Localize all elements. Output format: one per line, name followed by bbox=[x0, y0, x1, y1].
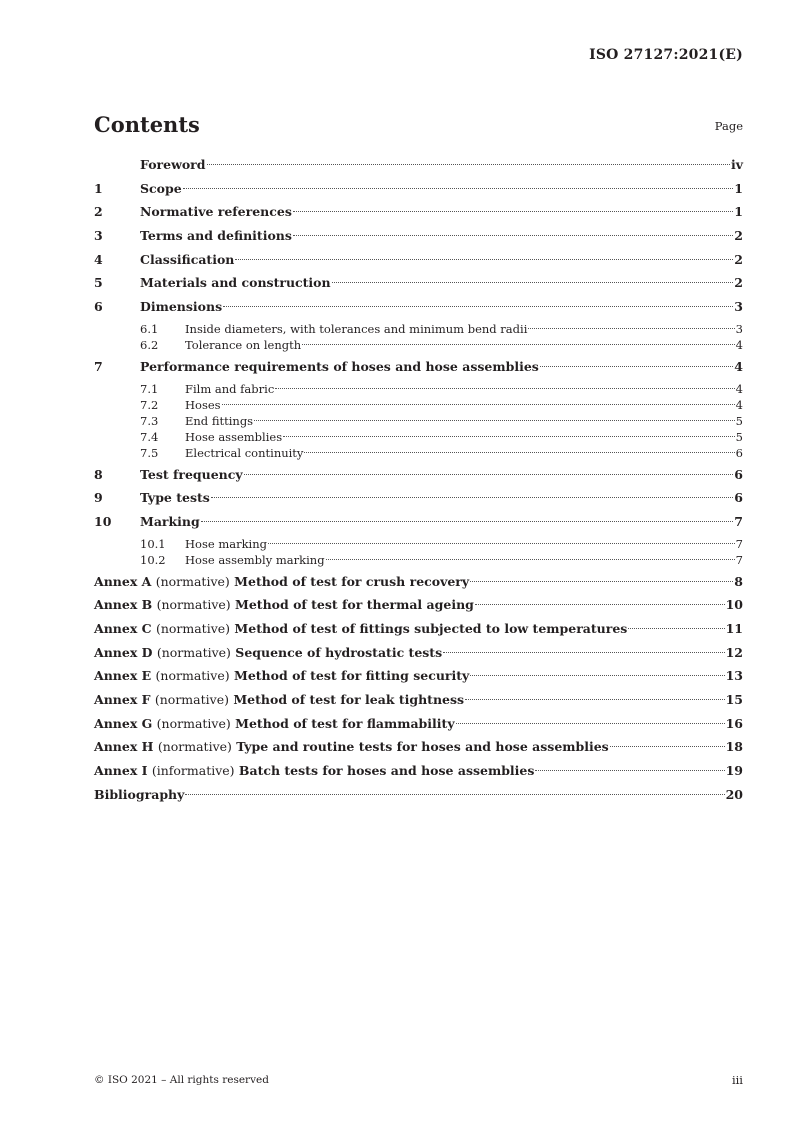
toc-entry-page: 6 bbox=[734, 490, 743, 506]
toc-annex-heading bbox=[94, 690, 464, 710]
toc-subentry-number: 6.2 bbox=[140, 337, 159, 352]
copyright-notice: © ISO 2021 – All rights reserved bbox=[94, 1074, 269, 1086]
toc-annex-heading bbox=[94, 737, 609, 757]
toc-entry-page: 13 bbox=[725, 668, 743, 684]
annex-title: Sequence of hydrostatic tests bbox=[235, 644, 443, 660]
annex-letter: Annex E bbox=[94, 668, 152, 684]
toc-entry-page: 2 bbox=[734, 251, 743, 267]
toc-subentry-page: 4 bbox=[735, 337, 743, 352]
toc-subentry-number: 7.2 bbox=[140, 397, 159, 412]
toc-entry-title: Classification bbox=[140, 251, 235, 267]
toc-entry-page: 7 bbox=[734, 513, 743, 529]
annex-letter: Annex B bbox=[94, 597, 153, 613]
toc-entry-title: Dimensions bbox=[140, 299, 223, 315]
annex-type: (normative) bbox=[155, 620, 231, 636]
toc-annex-entry[interactable] bbox=[94, 737, 743, 761]
toc-entry-title: Performance requirements of hoses and hose assemblies bbox=[140, 358, 539, 374]
document-id: ISO 27127:2021(E) bbox=[589, 47, 743, 63]
toc-subentry-page: 4 bbox=[735, 381, 743, 396]
toc-entry-number: 1 bbox=[94, 180, 103, 196]
toc-entry[interactable] bbox=[94, 273, 743, 297]
toc-leader-dots bbox=[470, 675, 724, 676]
annex-letter: Annex D bbox=[94, 644, 153, 660]
toc-entry-number: 7 bbox=[94, 358, 103, 374]
toc-subentry-title: Hoses bbox=[185, 397, 221, 412]
toc-leader-dots bbox=[293, 211, 733, 212]
toc-leader-dots bbox=[244, 474, 734, 475]
toc-leader-dots bbox=[183, 188, 734, 189]
toc-subentry-title: Film and fabric bbox=[185, 381, 275, 396]
page-number: iii bbox=[731, 1073, 743, 1087]
toc-subentry-page: 5 bbox=[735, 413, 743, 428]
toc-subentry[interactable] bbox=[94, 337, 743, 357]
toc-leader-dots bbox=[326, 559, 735, 560]
toc-leader-dots bbox=[540, 366, 733, 367]
toc-subentry-number: 7.1 bbox=[140, 381, 159, 396]
toc-leader-dots bbox=[222, 404, 735, 405]
toc-entry-title: Scope bbox=[140, 180, 182, 196]
toc-annex-heading bbox=[94, 572, 469, 592]
toc-entry[interactable] bbox=[94, 226, 743, 250]
toc-subentry-page: 6 bbox=[735, 445, 743, 460]
toc-annex-heading bbox=[94, 643, 442, 663]
toc-leader-dots bbox=[465, 699, 725, 700]
toc-leader-dots bbox=[470, 581, 733, 582]
toc-entry[interactable] bbox=[94, 155, 743, 179]
toc-leader-dots bbox=[268, 543, 735, 544]
toc-subentry-number: 6.1 bbox=[140, 321, 159, 336]
toc-subentry-number: 7.3 bbox=[140, 413, 159, 428]
toc-annex-heading bbox=[94, 619, 627, 639]
toc-entry-title: Test frequency bbox=[140, 466, 243, 482]
toc-subentry-page: 5 bbox=[735, 429, 743, 444]
toc-leader-dots bbox=[293, 235, 733, 236]
toc-subentry-page: 3 bbox=[735, 321, 743, 336]
toc-entry-page: 11 bbox=[725, 620, 743, 636]
table-of-contents bbox=[94, 155, 743, 808]
toc-entry-number: 8 bbox=[94, 466, 103, 482]
toc-subentry-number: 7.4 bbox=[140, 429, 159, 444]
toc-leader-dots bbox=[283, 436, 735, 437]
toc-entry-page: 2 bbox=[734, 228, 743, 244]
toc-subentry-page: 4 bbox=[735, 397, 743, 412]
annex-letter: Annex A bbox=[94, 573, 152, 589]
annex-type: (normative) bbox=[156, 715, 231, 731]
annex-title: Method of test for leak tightness bbox=[233, 692, 465, 707]
toc-entry-number: 5 bbox=[94, 275, 103, 291]
annex-letter: Annex F bbox=[94, 692, 151, 707]
toc-leader-dots bbox=[207, 164, 730, 165]
toc-entry-title: Bibliography bbox=[94, 786, 185, 802]
toc-entry-number: 2 bbox=[94, 204, 103, 220]
toc-entry-title: Normative references bbox=[140, 204, 292, 220]
toc-entry-page: 4 bbox=[734, 358, 743, 374]
toc-annex-entry[interactable] bbox=[94, 761, 743, 785]
toc-annex-entry[interactable] bbox=[94, 666, 743, 690]
annex-type: (normative) bbox=[154, 692, 229, 707]
annex-letter: Annex I bbox=[94, 763, 148, 779]
toc-annex-entry[interactable] bbox=[94, 595, 743, 619]
toc-entry-page: 12 bbox=[725, 644, 743, 660]
toc-leader-dots bbox=[185, 794, 724, 795]
toc-subentry-number: 10.1 bbox=[140, 536, 166, 551]
toc-leader-dots bbox=[211, 497, 733, 498]
toc-leader-dots bbox=[201, 521, 734, 522]
toc-entry-page: iv bbox=[730, 157, 743, 172]
toc-entry-page: 2 bbox=[734, 275, 743, 291]
toc-subentry-title: Inside diameters, with tolerances and minimum bend radii bbox=[185, 321, 528, 336]
toc-leader-dots bbox=[332, 282, 734, 283]
toc-leader-dots bbox=[528, 328, 734, 329]
toc-subentry-number: 7.5 bbox=[140, 445, 159, 460]
toc-entry-page: 15 bbox=[725, 692, 743, 707]
toc-leader-dots bbox=[456, 723, 725, 724]
toc-subentry-title: Hose marking bbox=[185, 536, 267, 551]
toc-entry-page: 1 bbox=[734, 204, 743, 220]
toc-bibliography-entry[interactable] bbox=[94, 785, 743, 809]
toc-subentry-page: 7 bbox=[735, 536, 743, 551]
toc-subentry[interactable] bbox=[94, 381, 743, 397]
toc-entry-page: 1 bbox=[734, 180, 743, 196]
toc-entry-title: Marking bbox=[140, 513, 200, 529]
annex-letter: Annex H bbox=[94, 739, 154, 755]
toc-leader-dots bbox=[235, 259, 733, 260]
toc-annex-heading bbox=[94, 666, 469, 686]
annex-type: (normative) bbox=[156, 644, 231, 660]
toc-entry[interactable] bbox=[94, 179, 743, 203]
toc-entry-number: 4 bbox=[94, 251, 103, 267]
toc-entry[interactable] bbox=[94, 357, 743, 381]
toc-subentry-title: Electrical continuity bbox=[185, 445, 304, 460]
toc-entry-title: Type tests bbox=[140, 490, 210, 506]
annex-letter: Annex G bbox=[94, 715, 153, 731]
annex-title: Method of test for crush recovery bbox=[234, 573, 470, 589]
annex-type: (informative) bbox=[151, 763, 235, 779]
toc-annex-entry[interactable] bbox=[94, 714, 743, 738]
toc-leader-dots bbox=[275, 388, 734, 389]
toc-subentry-title: End fittings bbox=[185, 413, 254, 428]
toc-entry-number: 9 bbox=[94, 490, 103, 506]
annex-title: Method of test for flammability bbox=[235, 715, 455, 731]
toc-annex-entry[interactable] bbox=[94, 572, 743, 596]
toc-entry-page: 19 bbox=[725, 763, 743, 779]
toc-leader-dots bbox=[223, 306, 733, 307]
toc-leader-dots bbox=[475, 604, 725, 605]
toc-annex-heading bbox=[94, 761, 534, 781]
annex-type: (normative) bbox=[155, 668, 230, 684]
toc-entry-page: 3 bbox=[734, 299, 743, 315]
toc-annex-entry[interactable] bbox=[94, 690, 743, 714]
toc-subentry-title: Tolerance on length bbox=[185, 337, 302, 352]
toc-entry-title: Terms and definitions bbox=[140, 228, 292, 244]
toc-annex-entry[interactable] bbox=[94, 643, 743, 667]
toc-subentry-title: Hose assemblies bbox=[185, 429, 283, 444]
annex-title: Method of test for thermal ageing bbox=[235, 597, 474, 613]
annex-title: Batch tests for hoses and hose assemblies bbox=[238, 763, 535, 779]
annex-letter: Annex C bbox=[94, 620, 152, 636]
toc-leader-dots bbox=[443, 652, 724, 653]
toc-entry-page: 20 bbox=[725, 786, 743, 802]
toc-entry-page: 8 bbox=[734, 573, 743, 589]
annex-title: Method of test of fittings subjected to low temperatures bbox=[234, 620, 628, 636]
toc-subentry[interactable] bbox=[94, 536, 743, 552]
toc-subentry[interactable] bbox=[94, 397, 743, 413]
toc-entry[interactable] bbox=[94, 202, 743, 226]
toc-subentry[interactable] bbox=[94, 552, 743, 572]
page-column-heading: Page bbox=[714, 119, 743, 133]
annex-title: Method of test for fitting security bbox=[233, 668, 470, 684]
toc-entry[interactable] bbox=[94, 465, 743, 489]
toc-entry-title: Foreword bbox=[140, 157, 206, 172]
toc-subentry-number: 10.2 bbox=[140, 552, 166, 567]
toc-subentry[interactable] bbox=[94, 429, 743, 445]
annex-title: Type and routine tests for hoses and hose assemblies bbox=[236, 739, 609, 755]
annex-type: (normative) bbox=[156, 597, 231, 613]
toc-subentry[interactable] bbox=[94, 321, 743, 337]
toc-leader-dots bbox=[610, 746, 725, 747]
toc-subentry-page: 7 bbox=[735, 552, 743, 567]
toc-entry-page: 16 bbox=[725, 715, 743, 731]
toc-subentry-title: Hose assembly marking bbox=[185, 552, 325, 567]
toc-leader-dots bbox=[304, 452, 734, 453]
toc-entry[interactable] bbox=[94, 512, 743, 536]
toc-annex-entry[interactable] bbox=[94, 619, 743, 643]
toc-entry-number: 3 bbox=[94, 228, 103, 244]
toc-leader-dots bbox=[302, 344, 735, 345]
toc-subentry[interactable] bbox=[94, 445, 743, 465]
toc-entry-page: 10 bbox=[725, 597, 743, 613]
toc-entry[interactable] bbox=[94, 488, 743, 512]
toc-leader-dots bbox=[628, 628, 724, 629]
toc-entry-number: 10 bbox=[94, 513, 112, 529]
toc-entry-number: 6 bbox=[94, 299, 103, 315]
toc-entry-page: 6 bbox=[734, 466, 743, 482]
page-title: Contents bbox=[94, 112, 200, 137]
toc-entry[interactable] bbox=[94, 297, 743, 321]
toc-entry-title: Materials and construction bbox=[140, 275, 331, 291]
annex-type: (normative) bbox=[155, 573, 230, 589]
toc-entry[interactable] bbox=[94, 250, 743, 274]
annex-type: (normative) bbox=[157, 739, 232, 755]
toc-annex-heading bbox=[94, 714, 455, 734]
toc-annex-heading bbox=[94, 595, 474, 615]
toc-entry-page: 18 bbox=[725, 739, 743, 755]
toc-leader-dots bbox=[535, 770, 724, 771]
toc-leader-dots bbox=[254, 420, 735, 421]
toc-subentry[interactable] bbox=[94, 413, 743, 429]
